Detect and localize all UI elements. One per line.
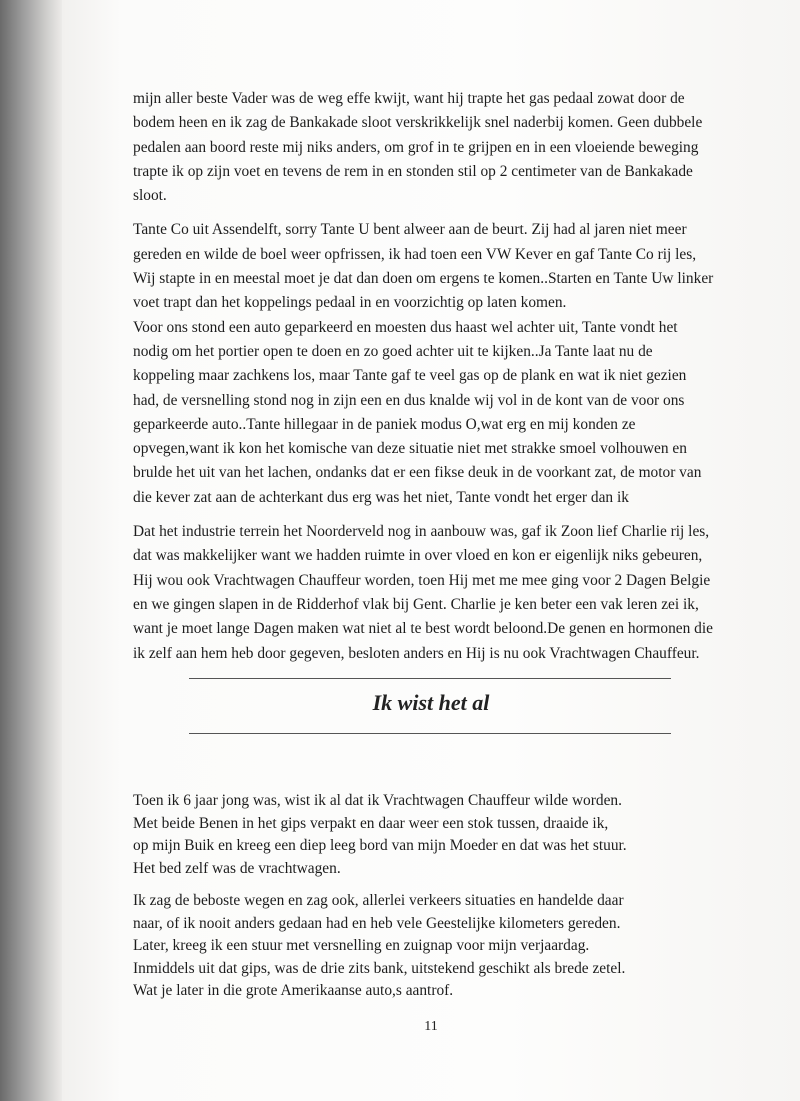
paragraph-4: Dat het industrie terrein het Noorderveld nog in aanbouw was, gaf ik Zoon lief Charlie rij les, dat was makkelijker want we hadden ruimte in over vloed en kon er eigenlijk niks gebeuren, Hij wou ook Vrachtwagen Chauffeur worden, toen Hij met me mee ging voor 2 Dagen Belgie en we gingen slapen in de Ridderhof vlak bij Gent. Charlie je ken beter een vak leren zei ik, want je moet lange Dagen maken wat niet al te best wordt beloond.De genen en hormonen die ik zelf aan hem heb door gegeven, besloten anders en Hij is nu ook Vrachtwagen Chauffeur. [133, 523, 713, 662]
heading-rule-bottom [189, 733, 671, 734]
page-number: 11 [424, 1019, 438, 1034]
body-text [133, 87, 753, 666]
section-body [133, 790, 753, 1003]
paragraph-3: Voor ons stond een auto geparkeerd en moesten dus haast wel achter uit, Tante vondt het nodig om het portier open te doen en zo goed achter uit te kijken..Ja Tante laat nu de koppeling maar zachkens los, maar Tante gaf te veel gas op de plank en wat ik niet gezien had, de versnelling stond nog in zijn een en dus knalde wij vol in de kont van de voor ons geparkeerde auto..Tante hillegaar in de paniek modus O,wat erg en mij konden ze opvegen,want ik kon het komische van deze situatie niet met strakke smoel volhouwen en brulde het uit van het lachen, ondanks dat er een fikse deuk in de voorkant zat, de motor van die kever zat aan de achterkant dus erg was het niet, Tante vondt het erger dan ik [133, 318, 702, 506]
paragraph-2: Tante Co uit Assendelft, sorry Tante U bent alweer aan de beurt. Zij had al jaren niet meer gereden en wilde de boel weer opfrissen, ik had toen een VW Kever en gaf Tante Co rij les, Wij stapte in en meestal moet je dat dan doen om ergens te komen..Starten en Tante Uw linker voet trapt dan het koppelings pedaal in en voorzichtig op laten komen. [133, 221, 714, 312]
heading-rule-top [189, 678, 671, 679]
section-paragraph-2: Ik zag de beboste wegen en zag ook, allerlei verkeers situaties en handelde daar naar, of ik nooit anders gedaan had en heb vele Geestelijke kilometers gereden. Later, kreeg ik een stuur met versnelling en zuignap voor mijn verjaardag. Inmiddels uit dat gips, was de drie zits bank, uitstekend geschikt als brede zetel. Wat je later in die grote Amerikaanse auto,s aantrof. [133, 892, 626, 999]
paragraph-1: mijn aller beste Vader was de weg effe kwijt, want hij trapte het gas pedaal zowat door de bodem heen en ik zag de Bankakade sloot verskrikkelijk snel naderbij komen. Geen dubbele pedalen aan boord reste mij niks anders, om grof in te grijpen en in een vloeiende beweging trapte ik op zijn voet en tevens de rem in en stonden stil op 2 centimeter van de Bankakade sloot. [133, 90, 703, 205]
book-gutter-shadow [0, 0, 62, 1101]
book-page [62, 0, 800, 1101]
section-paragraph-1: Toen ik 6 jaar jong was, wist ik al dat ik Vrachtwagen Chauffeur wilde worden. Met beide Benen in het gips verpakt en daar weer een stok tussen, draaide ik, op mijn Buik en kreeg een diep leeg bord van mijn Moeder en dat was het stuur. Het bed zelf was de vrachtwagen. [133, 792, 627, 877]
section-heading: Ik wist het al [372, 690, 490, 715]
